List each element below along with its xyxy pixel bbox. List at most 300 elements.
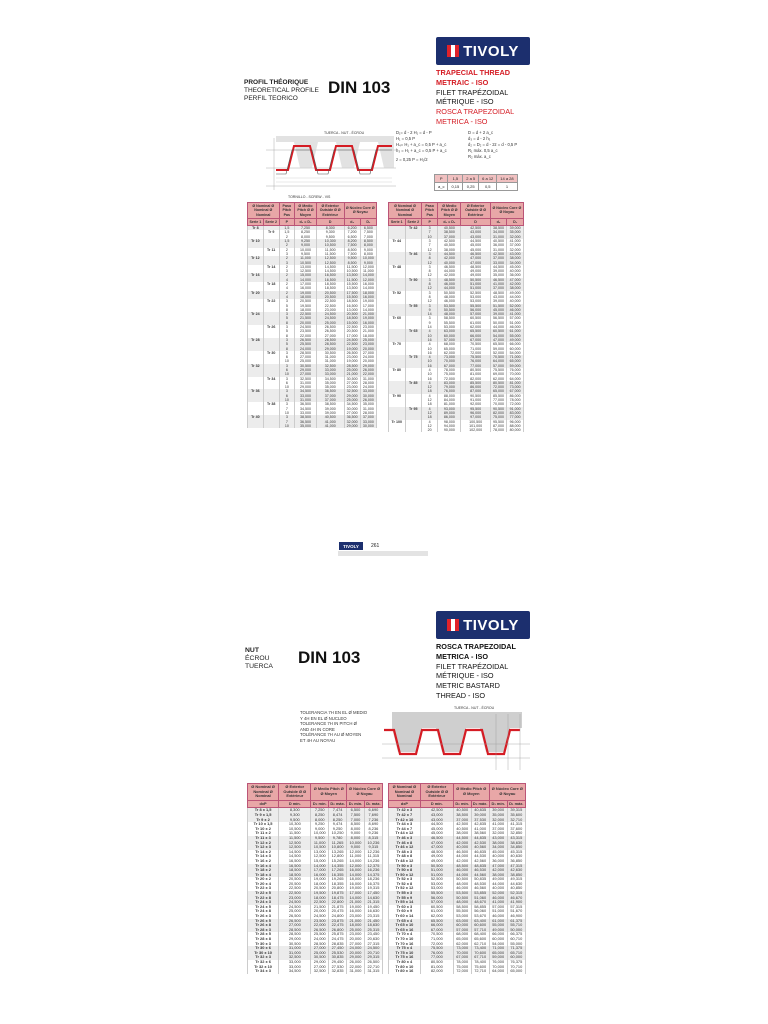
table-cell: 38,000 — [438, 248, 461, 252]
table-cell: 51,500 — [490, 304, 507, 308]
table-cell: 25,000 — [279, 909, 311, 914]
table-cell: 31,000 — [316, 355, 344, 359]
table-cell: 32,500 — [316, 364, 344, 368]
table-cell: 7 — [279, 407, 295, 411]
table-cell: 15,000 — [311, 859, 329, 864]
table-cell: 56,060 — [471, 909, 489, 914]
table-cell: 39,000 — [490, 312, 507, 316]
pitch-col: 14 a 28 — [497, 175, 517, 183]
table-cell: 8 — [422, 295, 438, 299]
table-cell: 16 — [422, 351, 438, 355]
table-cell: 23,000 — [344, 385, 360, 389]
table-cell: 19,000 — [347, 886, 365, 891]
table-cell: 41,000 — [471, 827, 489, 832]
table-cell: 25,000 — [347, 928, 365, 933]
table-cell: 37,000 — [360, 415, 376, 419]
table-cell: 68,000 — [438, 342, 461, 346]
table-cell: 44,630 — [507, 882, 525, 887]
table-cell: 40,630 — [507, 854, 525, 859]
table-cell: 24,000 — [311, 937, 329, 942]
table-cell: 4 — [422, 394, 438, 398]
table-subheader-cell: D mín. — [279, 800, 311, 808]
table-cell: 9,000 — [311, 827, 329, 832]
table-cell: 34,500 — [295, 407, 317, 411]
table-cell: 30,835 — [329, 955, 347, 960]
table-cell: 37,000 — [490, 256, 507, 260]
table-cell: Tr 52 x 12 — [389, 886, 421, 891]
table-cell: 47,000 — [420, 845, 453, 850]
table-cell: 10,500 — [344, 269, 360, 273]
table-cell: 91,000 — [461, 398, 490, 402]
table-cell: 68,400 — [471, 932, 489, 937]
table-cell: 44,530 — [471, 854, 489, 859]
table-cell: 62,000 — [461, 325, 490, 329]
table-cell: 40,560 — [471, 845, 489, 850]
table-cell: 30,000 — [360, 394, 376, 398]
table-cell: 20,500 — [295, 299, 317, 303]
table-cell: 46,000 — [438, 282, 461, 286]
table-cell: 22,000 — [311, 923, 329, 928]
table-cell: 12,500 — [279, 841, 311, 846]
table-cell: Tr 65 x 16 — [389, 928, 421, 933]
table-cell: 42,630 — [507, 868, 525, 873]
table-cell: 32,000 — [507, 248, 524, 252]
table-cell: 7,500 — [347, 813, 365, 818]
table-cell: 43,000 — [420, 813, 453, 818]
table-cell: 10 — [422, 359, 438, 363]
table-cell: 75,500 — [461, 355, 490, 359]
table-cell: 65,000 — [490, 389, 507, 393]
table-cell: 55,500 — [438, 321, 461, 325]
table-cell: 64,000 — [507, 377, 524, 381]
table-cell: 41,000 — [490, 282, 507, 286]
table-cell: 26,000 — [360, 368, 376, 372]
table-cell: Tr 80 x 16 — [389, 969, 421, 974]
table-cell: 89,000 — [438, 411, 461, 415]
tolerance-notes — [300, 710, 367, 743]
table-cell: 80,500 — [420, 960, 453, 965]
table-cell: 27,000 — [311, 965, 329, 970]
table-header-row — [389, 784, 526, 801]
table-cell: Tr 16 — [248, 273, 264, 277]
table-cell: Tr 90 — [389, 394, 406, 398]
table-cell: 27,000 — [295, 355, 317, 359]
table-cell: 22,475 — [329, 923, 347, 928]
table-cell: 19,500 — [311, 891, 329, 896]
table-cell: 60,710 — [507, 937, 525, 942]
table-cell: 48,000 — [453, 882, 471, 887]
table-cell: 28,500 — [344, 364, 360, 368]
table-cell: 57,000 — [453, 928, 471, 933]
table-subheader-cell: D mín. — [420, 800, 453, 808]
table-cell: Tr 12 x 3 — [248, 845, 279, 850]
title-line: METRICA - ISO — [436, 651, 489, 661]
table-cell: 62,000 — [438, 351, 461, 355]
table-cell: 35,000 — [295, 424, 317, 428]
table-cell: 3 — [279, 402, 295, 406]
formula: H₁ = 0,5 P — [396, 136, 415, 141]
table-cell: 36,500 — [316, 389, 344, 393]
table-cell: 48,670 — [471, 900, 489, 905]
table-cell: Tr 46 x 8 — [389, 841, 421, 846]
table-cell: Tr 75 x 16 — [389, 955, 421, 960]
table-cell: 7,200 — [344, 230, 360, 234]
table-cell: 24,000 — [347, 946, 365, 951]
table-cell: 66,375 — [507, 932, 525, 937]
catalog-page-1 — [236, 30, 534, 560]
table-cell: 25,500 — [311, 932, 329, 937]
table-cell: 57,710 — [471, 928, 489, 933]
table-cell: 34,500 — [316, 377, 344, 381]
table-cell: 22,000 — [295, 334, 317, 338]
table-cell: 75,000 — [453, 965, 471, 970]
table-cell: 16,630 — [364, 909, 382, 914]
table-cell: 37,000 — [489, 827, 507, 832]
table-cell: 70,000 — [438, 359, 461, 363]
table-cell: 21,500 — [311, 905, 329, 910]
table-cell: 67,000 — [438, 364, 461, 368]
tolerance-line: TOLÉRANCE 7H AU Ø MOYEN — [300, 732, 362, 737]
table-cell: 62,000 — [420, 914, 453, 919]
table-cell: 11,000 — [295, 256, 317, 260]
table-row — [248, 969, 383, 974]
table-cell: 25,530 — [329, 951, 347, 956]
table-cell: 49,000 — [507, 338, 524, 342]
table-cell: 40,835 — [471, 808, 489, 813]
table-cell: 66,000 — [420, 923, 453, 928]
table-cell: 30,000 — [360, 424, 376, 428]
table-cell: 65,500 — [420, 919, 453, 924]
table-cell: 4 — [422, 368, 438, 372]
table-cell: 51,000 — [420, 868, 453, 873]
table-cell: 61,000 — [489, 919, 507, 924]
table-cell: 10,800 — [329, 845, 347, 850]
profile-title — [244, 79, 319, 103]
table-subheader-cell: Serie 1 — [249, 219, 262, 224]
table-cell: 24,000 — [360, 385, 376, 389]
table-cell: 33,000 — [490, 261, 507, 265]
table-cell: 3 — [279, 364, 295, 368]
table-cell: 11,500 — [316, 248, 344, 252]
table-cell: 41,000 — [316, 424, 344, 428]
table-cell: 39,000 — [490, 299, 507, 303]
table-cell: 50,835 — [471, 877, 489, 882]
table-cell: 39,000 — [490, 269, 507, 273]
table-cell: 22,500 — [295, 312, 317, 316]
table-header-cell: Ø Nominal Ø Nominal Ø Nominal — [389, 784, 421, 801]
table-cell: 6,200 — [344, 226, 360, 231]
table-cell: 96,000 — [461, 411, 490, 415]
table-cell: 3 — [422, 304, 438, 308]
table-subheader-cell: d₂ = D₂ — [438, 218, 461, 225]
table-cell: 79,000 — [438, 385, 461, 389]
table-header-cell: Ø Núcleo Core Ø Ø Noyau — [490, 203, 523, 219]
table-cell: 7,250 — [311, 808, 329, 813]
table-cell: 4 — [279, 278, 295, 282]
table-cell: 10,236 — [364, 841, 382, 846]
table-cell: 12,500 — [316, 261, 344, 265]
table-cell: 46,900 — [507, 914, 525, 919]
table-cell: 46,500 — [490, 278, 507, 282]
table-cell: 78,000 — [507, 398, 524, 402]
table-cell: 48,500 — [420, 850, 453, 855]
table-cell: 18,000 — [347, 923, 365, 928]
table-cell: 20,500 — [344, 312, 360, 316]
table-cell: 21,000 — [347, 919, 365, 924]
table-cell: 29,000 — [295, 368, 317, 372]
table-cell: Tr 22 — [263, 299, 279, 303]
table-subheader-cell: Serie 2 — [405, 218, 422, 225]
table-cell: 21,000 — [360, 312, 376, 316]
table-cell: 75,600 — [471, 965, 489, 970]
table-cell: Tr 70 x 16 — [389, 942, 421, 947]
table-cell: 84,000 — [438, 398, 461, 402]
table-cell: 72,000 — [490, 385, 507, 389]
table-cell: 44,500 — [420, 822, 453, 827]
table-cell: 20,000 — [360, 359, 376, 363]
table-cell: 3 — [279, 269, 295, 273]
table-cell: 29,000 — [316, 347, 344, 351]
table-cell: Tr 44 x 7 — [389, 827, 421, 832]
table-header-cell: Ø Exterior Outside Ø Ø Extérieur — [316, 203, 344, 219]
table-cell: Tr 26 x 3 — [248, 914, 279, 919]
table-cell: 7,500 — [344, 243, 360, 247]
table-cell: 24,475 — [329, 937, 347, 942]
table-cell: 65,000 — [438, 347, 461, 351]
table-cell: 50,500 — [453, 896, 471, 901]
table-cell: 8,000 — [295, 235, 317, 239]
table-cell: 25,875 — [329, 932, 347, 937]
table-cell: 18,500 — [279, 873, 311, 878]
table-cell: 53,000 — [438, 325, 461, 329]
table-cell: 46,500 — [420, 836, 453, 841]
table-cell: 58,855 — [471, 905, 489, 910]
table-cell: 96,000 — [507, 420, 524, 424]
table-cell: 55,500 — [453, 909, 471, 914]
table-cell: 10 — [279, 424, 295, 428]
table-cell: 62,710 — [471, 942, 489, 947]
table-cell: 12,000 — [347, 864, 365, 869]
table-cell: 27,000 — [311, 946, 329, 951]
table-cell: 47,315 — [507, 864, 525, 869]
table-cell: 17,000 — [311, 868, 329, 873]
table-cell: 48,000 — [453, 900, 471, 905]
table-cell: 8,500 — [360, 239, 376, 243]
table-cell: 71,000 — [507, 355, 524, 359]
table-header-cell: Ø Medio Pitch Ø Ø Moyen — [295, 203, 317, 219]
table-cell: 42,500 — [490, 252, 507, 256]
table-cell: Tr 80 — [389, 368, 406, 372]
table-cell: 51,670 — [507, 909, 525, 914]
table-cell: 54,000 — [489, 942, 507, 947]
table-cell: 3 — [279, 299, 295, 303]
table-cell: 97,000 — [461, 415, 490, 419]
table-cell: 16,500 — [279, 864, 311, 869]
table-cell — [389, 428, 406, 432]
table-cell: 25,000 — [316, 321, 344, 325]
table-cell: 65,600 — [471, 937, 489, 942]
table-cell: 76,000 — [420, 951, 453, 956]
table-cell: 68,000 — [453, 932, 471, 937]
table-cell: 44,000 — [507, 295, 524, 299]
table-cell: Tr 18 x 4 — [248, 873, 279, 878]
table-cell: 18,630 — [364, 923, 382, 928]
table-cell: 71,000 — [461, 347, 490, 351]
nut-table-right — [388, 783, 526, 974]
table-cell: 80,500 — [461, 368, 490, 372]
table-cell: 46,000 — [453, 886, 471, 891]
table-header-cell: Paso Pitch Pas — [279, 203, 295, 219]
table-cell: 12 — [422, 385, 438, 389]
table-cell: 49,315 — [507, 877, 525, 882]
table-cell: 19,000 — [344, 347, 360, 351]
table-header-cell: Ø Nominal Ø Nominal Ø Nominal — [248, 203, 280, 219]
table-cell: 7,236 — [364, 818, 382, 823]
title-line: METRIC BASTARD — [436, 681, 500, 691]
table-cell: 52,000 — [489, 891, 507, 896]
table-cell: 71,375 — [507, 946, 525, 951]
table-cell: 20,000 — [360, 347, 376, 351]
table-cell: 9,315 — [364, 845, 382, 850]
table-cell: 81,000 — [461, 372, 490, 376]
table-cell: 15,000 — [344, 321, 360, 325]
table-cell: 40,000 — [438, 261, 461, 265]
table-cell: 23,000 — [347, 932, 365, 937]
table-cell: 6,500 — [360, 226, 376, 231]
table-cell: 35,000 — [316, 385, 344, 389]
table-cell: 8,500 — [344, 248, 360, 252]
table-cell: Tr 44 x 12 — [389, 831, 421, 836]
table-cell: 92,000 — [461, 402, 490, 406]
table-cell: 57,000 — [438, 338, 461, 342]
table-cell: 33,000 — [295, 411, 317, 415]
table-cell: 15,265 — [329, 859, 347, 864]
table-cell: 16,375 — [364, 882, 382, 887]
table-cell: 38,000 — [489, 873, 507, 878]
table-cell: 10 — [279, 385, 295, 389]
table-cell: 91,000 — [507, 407, 524, 411]
table-cell: 19,450 — [364, 905, 382, 910]
table-cell: 39,000 — [507, 226, 524, 231]
table-cell: Tr 80 x 4 — [389, 960, 421, 965]
table-cell: 8,250 — [311, 813, 329, 818]
table-cell: 14 — [422, 312, 438, 316]
table-cell: 22,800 — [329, 900, 347, 905]
table-cell: 12 — [422, 273, 438, 277]
table-cell: 42,500 — [438, 239, 461, 243]
table-cell: 20,500 — [311, 886, 329, 891]
table-cell: 23,500 — [311, 919, 329, 924]
table-cell: 63,000 — [438, 329, 461, 333]
table-cell: 18,000 — [311, 882, 329, 887]
table-cell: 56,500 — [490, 316, 507, 320]
table-cell: 48,500 — [453, 864, 471, 869]
title-line: FILET TRAPÉZOIDAL — [436, 661, 509, 671]
table-cell: 62,000 — [453, 942, 471, 947]
table-cell: 65,000 — [507, 969, 525, 974]
table-cell: 32,710 — [507, 818, 525, 823]
table-cell: 9,250 — [295, 239, 317, 243]
table-cell: 78,000 — [453, 960, 471, 965]
table-cell: 45,000 — [461, 248, 490, 252]
table-cell: 42,835 — [471, 822, 489, 827]
table-cell: Tr 8 x 1,5 — [248, 808, 279, 813]
table-cell: 29,315 — [364, 955, 382, 960]
table-cell: 20,710 — [364, 951, 382, 956]
table-cell: 27,000 — [344, 411, 360, 415]
title-line: TRAPECIAL THREAD — [436, 68, 511, 77]
table-cell: 5 — [279, 342, 295, 346]
table-cell: 15,500 — [344, 295, 360, 299]
table-cell: 49,000 — [420, 854, 453, 859]
table-cell: 60,000 — [507, 955, 525, 960]
table-cell: Tr 26 x 5 — [248, 919, 279, 924]
table-cell: 28,000 — [360, 411, 376, 415]
table-cell: 35,000 — [507, 230, 524, 234]
table-cell: 49,000 — [461, 273, 490, 277]
table-cell — [263, 424, 279, 428]
table-cell: 10,500 — [316, 243, 344, 247]
table-cell: 47,000 — [461, 256, 490, 260]
table-cell: 20,475 — [329, 909, 347, 914]
table-cell: 42,500 — [453, 822, 471, 827]
profile-title-es: PERFIL TEORICO — [244, 95, 298, 102]
table-cell: Tr 36 — [248, 389, 264, 393]
table-cell: 13,000 — [344, 308, 360, 312]
table-cell: 16,000 — [311, 873, 329, 878]
table-cell: 35,000 — [490, 273, 507, 277]
table-cell: 5 — [279, 329, 295, 333]
table-cell: 8 — [279, 321, 295, 325]
table-cell: 10 — [279, 398, 295, 402]
table-cell: 20 — [422, 428, 438, 432]
table-cell: 44,000 — [490, 325, 507, 329]
table-cell: Tr 11 — [263, 248, 279, 252]
table-cell: 28,500 — [316, 338, 344, 342]
tolerance-line: TOLERANCE 7H IN PITCH Ø — [300, 721, 357, 726]
table-cell: 2 — [279, 248, 295, 252]
table-cell: 42,000 — [453, 859, 471, 864]
table-cell: 16,000 — [347, 909, 365, 914]
table-cell: 62,000 — [490, 377, 507, 381]
table-cell: Tr 22 x 8 — [248, 896, 279, 901]
table-cell: 32,500 — [311, 969, 329, 974]
table-cell: 42,560 — [471, 859, 489, 864]
table-cell: 9,500 — [344, 256, 360, 260]
table-cell: 8,200 — [344, 239, 360, 243]
table-cell: 26,500 — [279, 914, 311, 919]
table-cell: 42,000 — [507, 282, 524, 286]
table-cell: Tr 70 x 4 — [389, 932, 421, 937]
tolerance-line: ET 4H AU NOYAU — [300, 737, 336, 743]
table-cell: Tr 16 x 4 — [248, 864, 279, 869]
table-cell: 45,000 — [420, 827, 453, 832]
table-cell: 26,000 — [347, 960, 365, 965]
table-cell: 2 — [279, 282, 295, 286]
table-subheader-cell: Serie 1 — [389, 218, 406, 225]
table-cell: 12,500 — [316, 256, 344, 260]
table-cell: 70,500 — [420, 932, 453, 937]
table-cell: Tr 55 x 14 — [389, 900, 421, 905]
table-cell: 45,000 — [489, 850, 507, 855]
table-cell: Tr 42 x 3 — [389, 808, 421, 813]
table-cell: Tr 28 x 3 — [248, 928, 279, 933]
table-cell: 64,000 — [490, 359, 507, 363]
table-cell: 49,000 — [461, 269, 490, 273]
table-cell: 38,560 — [471, 831, 489, 836]
table-cell: 18,500 — [344, 299, 360, 303]
table-cell: 12 — [422, 261, 438, 265]
